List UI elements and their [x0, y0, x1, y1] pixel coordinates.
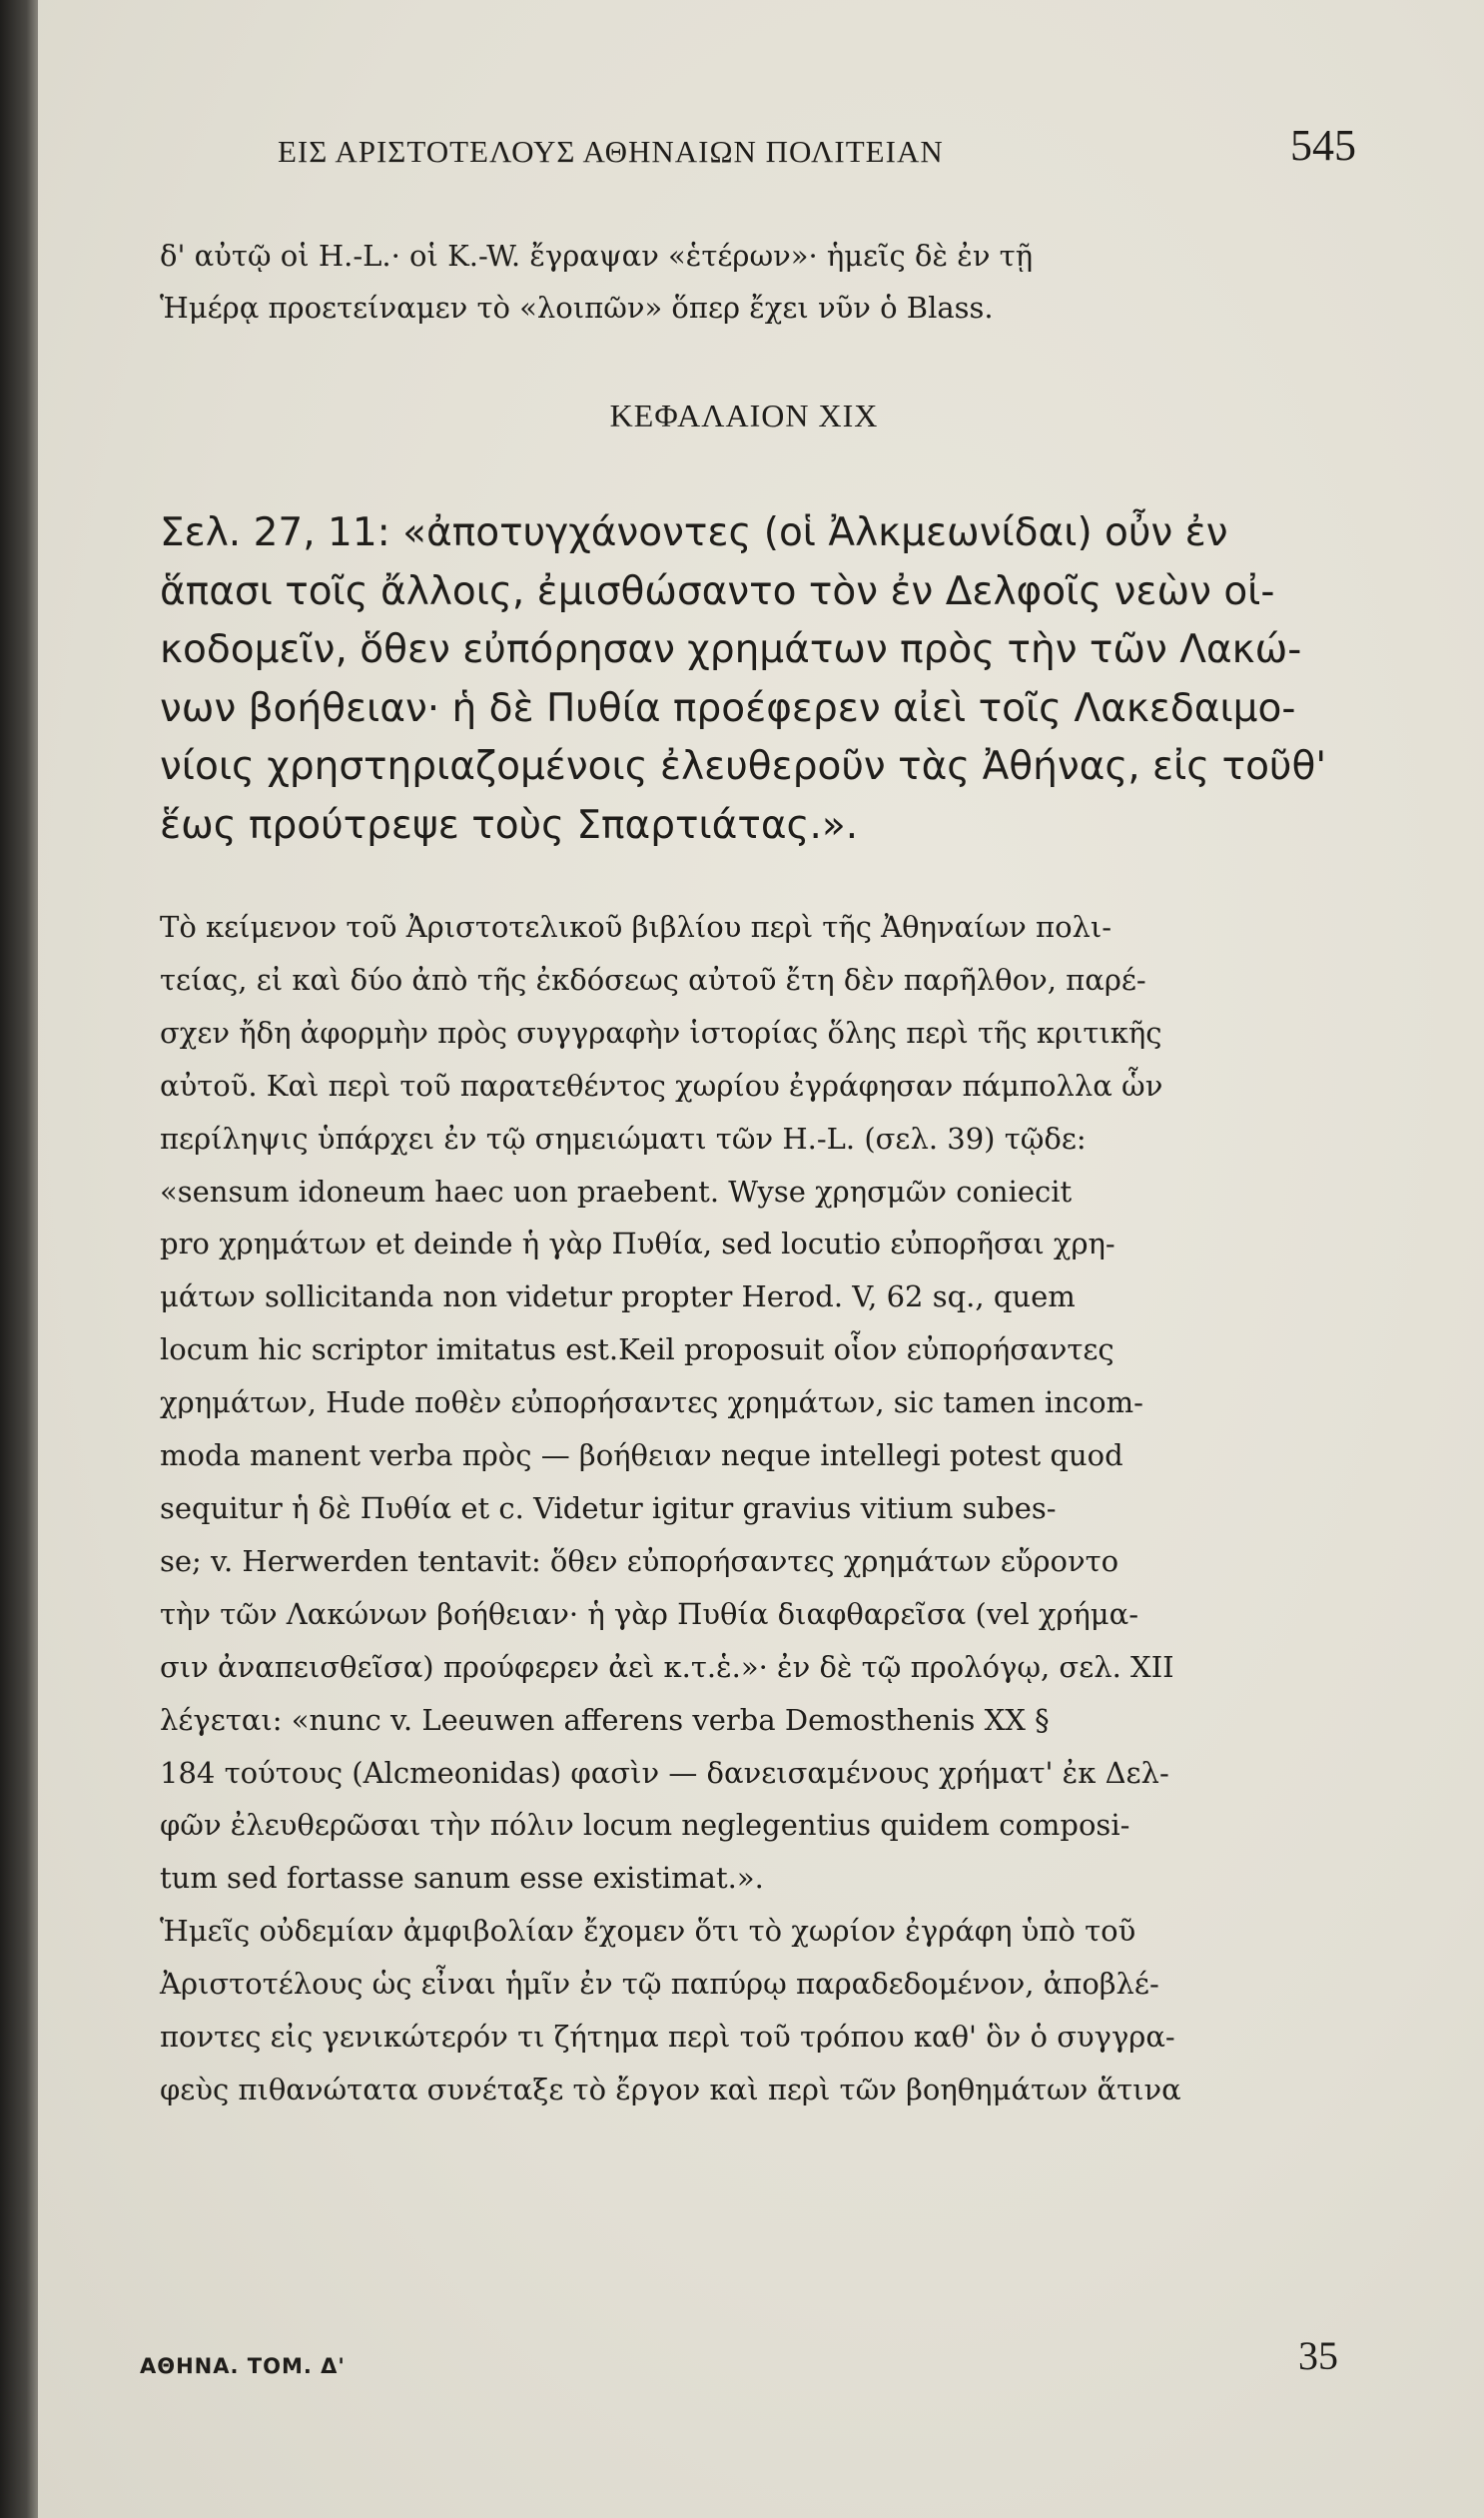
text-line: tum sed fortasse sanum esse existimat.».: [160, 1861, 764, 1896]
text-line: ἕως προύτρεψε τοὺς Σπαρτιάτας.».: [160, 802, 859, 848]
page-number: 545: [1290, 121, 1356, 170]
text-line: Τὸ κείμενον τοῦ Ἀριστοτελικοῦ βιβλίου περὶ τῆς Ἀθηναίων πολι-: [160, 910, 1113, 944]
text-line: περίληψις ὑπάρχει ἐν τῷ σημειώματι τῶν H.-L. (σελ. 39) τῷδε:: [160, 1121, 1087, 1156]
text-line: λέγεται: «nunc v. Leeuwen afferens verba Demosthenis XX §: [160, 1702, 1050, 1737]
text-line: φεὺς πιθανώτατα συνέταξε τὸ ἔργον καὶ περὶ τῶν βοηθημάτων ἅτινα: [160, 2072, 1181, 2106]
text-line: μάτων sollicitanda non videtur propter Herod. V, 62 sq., quem: [160, 1279, 1076, 1314]
text-line: moda manent verba πρὸς — βοήθειαν neque intellegi potest quod: [160, 1438, 1123, 1473]
text-line: τείας, εἰ καὶ δύο ἀπὸ τῆς ἐκδόσεως αὐτοῦ ἔτη δὲν παρῆλθον, παρέ-: [160, 962, 1146, 997]
text-line: νων βοήθειαν· ἡ δὲ Πυθία προέφερεν αἰεὶ τοῖς Λακεδαιμο-: [160, 685, 1296, 731]
text-line: σιν ἀναπεισθεῖσα) προύφερεν ἀεὶ κ.τ.ἑ.»· ἐν δὲ τῷ προλόγῳ, σελ. XII: [160, 1649, 1174, 1684]
quoted-passage: [160, 504, 1328, 855]
text-line: φῶν ἐλευθερῶσαι τὴν πόλιν locum neglegentius quidem composi-: [160, 1808, 1130, 1843]
text-line: δ' αὐτῷ οἱ H.-L.· οἱ K.-W. ἔγραψαν «ἑτέρων»· ἡμεῖς δὲ ἐν τῇ: [160, 239, 1034, 273]
text-line: sequitur ἡ δὲ Πυθία et c. Videtur igitur gravius vitium subes-: [160, 1490, 1057, 1525]
chapter-heading: ΚΕΦΑΛΑΙΟΝ XIX: [609, 398, 879, 433]
book-binding-edge: [0, 0, 38, 2518]
text-line: 184 τούτους (Alcmeonidas) φασὶν — δανεισαμένους χρήματ' ἐκ Δελ-: [160, 1755, 1169, 1790]
text-line: νίοις χρηστηριαζομένοις ἐλευθεροῦν τὰς Ἀθήνας, εἰς τοῦθ': [160, 744, 1327, 789]
text-line: se; v. Herwerden tentavit: ὅθεν εὐπορήσαντες χρημάτων εὔροντο: [160, 1543, 1119, 1578]
text-line: Ἡμέρᾳ προετείναμεν τὸ «λοιπῶν» ὅπερ ἔχει νῦν ὁ Blass.: [160, 291, 994, 326]
sheet-number: 35: [1298, 2333, 1338, 2378]
commentary-paragraph: [160, 901, 1328, 2116]
text-line: locum hic scriptor imitatus est.Keil proposuit οἷον εὐπορήσαντες: [160, 1332, 1114, 1367]
text-line: Ἀριστοτέλους ὡς εἶναι ἡμῖν ἐν τῷ παπύρῳ παραδεδομένον, ἀποβλέ-: [160, 1967, 1159, 2002]
running-head: [278, 120, 1356, 180]
text-line: ποντες εἰς γενικώτερόν τι ζήτημα περὶ τοῦ τρόπου καθ' ὃν ὁ συγγρα-: [160, 2020, 1175, 2055]
text-line: Ἡμεῖς οὐδεμίαν ἀμφιβολίαν ἔχομεν ὅτι τὸ χωρίον ἐγράφη ὑπὸ τοῦ: [160, 1914, 1136, 1949]
text-line: Σελ. 27, 11: «ἀποτυγχάνοντες (οἱ Ἀλκμεωνίδαι) οὖν ἐν: [160, 510, 1228, 555]
intro-paragraph: [160, 230, 1328, 335]
text-line: ἅπασι τοῖς ἄλλοις, ἐμισθώσαντο τὸν ἐν Δελφοῖς νεὼν οἰ-: [160, 568, 1275, 614]
text-line: «sensum idoneum haec uon praebent. Wyse χρησμῶν coniecit: [160, 1174, 1073, 1209]
text-line: αὐτοῦ. Καὶ περὶ τοῦ παρατεθέντος χωρίου ἐγράφησαν πάμπολλα ὧν: [160, 1068, 1163, 1103]
text-line: χρημάτων, Hude ποθὲν εὐπορήσαντες χρημάτων, sic tamen incom-: [160, 1385, 1143, 1420]
text-line: σχεν ἤδη ἀφορμὴν πρὸς συγγραφὴν ἱστορίας ὅλης περὶ τῆς κριτικῆς: [160, 1015, 1162, 1050]
text-line: pro χρημάτων et deinde ἡ γὰρ Πυθία, sed locutio εὐπορῆσαι χρη-: [160, 1227, 1115, 1261]
page-footer: [140, 2332, 1338, 2392]
signature-mark: ΑΘΗΝΑ. ΤΟΜ. Δ': [140, 2354, 346, 2378]
running-head-title: ΕΙΣ ΑΡΙΣΤΟΤΕΛΟΥΣ ΑΘΗΝΑΙΩΝ ΠΟΛΙΤΕΙΑΝ: [278, 134, 944, 169]
text-line: κοδομεῖν, ὅθεν εὐπόρησαν χρημάτων πρὸς τὴν τῶν Λακώ-: [160, 627, 1302, 672]
text-line: τὴν τῶν Λακώνων βοήθειαν· ἡ γὰρ Πυθία διαφθαρεῖσα (vel χρήμα-: [160, 1596, 1139, 1631]
